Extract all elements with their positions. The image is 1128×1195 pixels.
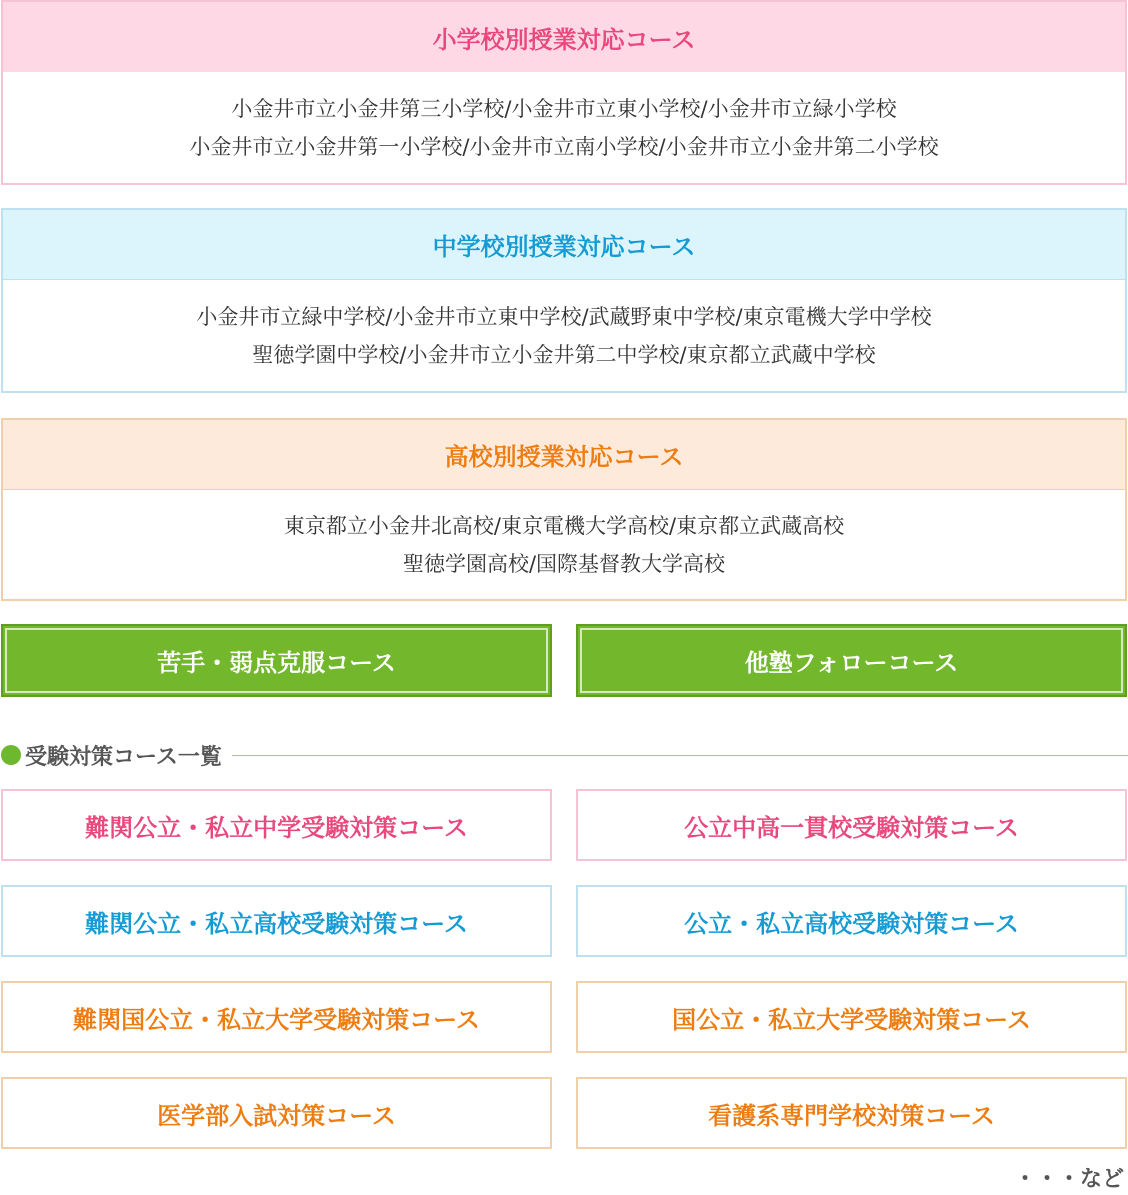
weakness-course-button[interactable]: 苦手・弱点克服コース bbox=[1, 624, 552, 697]
elementary-course-box bbox=[1, 0, 1127, 185]
green-dot-icon bbox=[1, 745, 21, 765]
elementary-school-line-2: 小金井市立小金井第一小学校/小金井市立南小学校/小金井市立小金井第二小学校 bbox=[189, 134, 939, 159]
elementary-school-list bbox=[3, 72, 1125, 183]
exam-course-high-school[interactable]: 公立・私立高校受験対策コース bbox=[576, 885, 1127, 957]
junior-high-school-line-1: 小金井市立緑中学校/小金井市立東中学校/武蔵野東中学校/東京電機大学中学校 bbox=[196, 304, 932, 329]
exam-course-elite-junior-high[interactable]: 難関公立・私立中学受験対策コース bbox=[1, 789, 552, 861]
high-school-course-title: 高校別授業対応コース bbox=[3, 420, 1125, 490]
section-divider bbox=[232, 755, 1128, 756]
follow-course-button[interactable]: 他塾フォローコース bbox=[576, 624, 1127, 697]
exam-course-nursing[interactable]: 看護系専門学校対策コース bbox=[576, 1077, 1127, 1149]
junior-high-course-title: 中学校別授業対応コース bbox=[3, 210, 1125, 280]
exam-course-university[interactable]: 国公立・私立大学受験対策コース bbox=[576, 981, 1127, 1053]
junior-high-course-box bbox=[1, 208, 1127, 393]
exam-course-public-integrated[interactable]: 公立中高一貫校受験対策コース bbox=[576, 789, 1127, 861]
elementary-school-line-1: 小金井市立小金井第三小学校/小金井市立東小学校/小金井市立緑小学校 bbox=[231, 96, 897, 121]
exam-course-elite-high-school[interactable]: 難関公立・私立高校受験対策コース bbox=[1, 885, 552, 957]
elementary-course-title: 小学校別授業対応コース bbox=[3, 2, 1125, 72]
etc-note: ・・・など bbox=[1013, 1167, 1124, 1192]
exam-course-medical[interactable]: 医学部入試対策コース bbox=[1, 1077, 552, 1149]
high-school-course-box bbox=[1, 418, 1127, 601]
exam-section-heading bbox=[1, 740, 1128, 770]
high-school-line-2: 聖徳学園高校/国際基督教大学高校 bbox=[402, 551, 726, 576]
exam-course-elite-university[interactable]: 難関国公立・私立大学受験対策コース bbox=[1, 981, 552, 1053]
exam-section-title: 受験対策コース一覧 bbox=[25, 744, 222, 770]
high-school-list bbox=[3, 490, 1125, 599]
junior-high-school-line-2: 聖徳学園中学校/小金井市立小金井第二中学校/東京都立武蔵中学校 bbox=[252, 342, 876, 367]
high-school-line-1: 東京都立小金井北高校/東京電機大学高校/東京都立武蔵高校 bbox=[283, 513, 845, 538]
junior-high-school-list bbox=[3, 280, 1125, 391]
